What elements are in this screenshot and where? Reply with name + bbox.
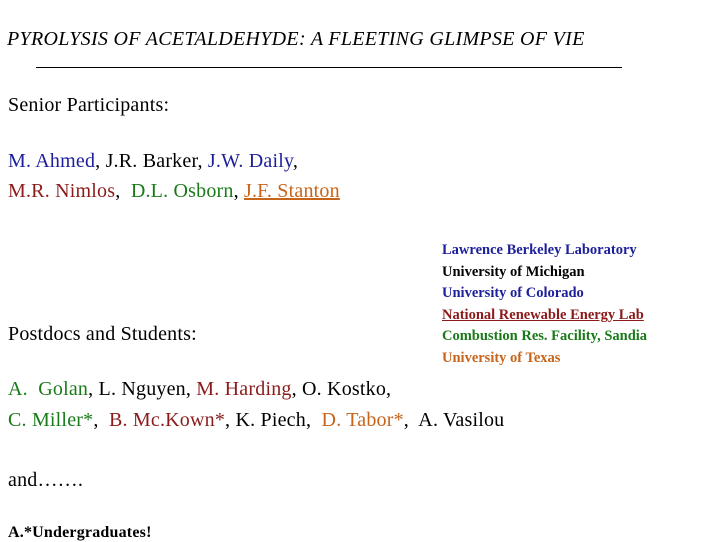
separator: ,: [115, 180, 131, 202]
institution-3: University of Colorado: [442, 285, 584, 302]
separator: ,: [292, 150, 299, 172]
person-name: A. Vasilou: [418, 409, 505, 431]
institution-6: University of Texas: [442, 349, 561, 366]
separator: ,: [225, 409, 236, 431]
separator: ,: [403, 409, 419, 431]
person-name: D.L. Osborn: [130, 180, 234, 202]
title-rule: [36, 67, 622, 68]
person-name: M. Ahmed: [8, 150, 96, 172]
institution-list: [442, 240, 647, 370]
senior-names-line-1: [8, 150, 298, 173]
person-name: B. Mc.Kown*: [108, 409, 226, 431]
person-name: D. Tabor*: [321, 409, 404, 431]
person-name: M.R. Nimlos: [8, 180, 116, 202]
separator: ,: [93, 409, 109, 431]
separator: ,: [197, 150, 208, 172]
person-name: L. Nguyen: [98, 378, 186, 400]
person-name: A. Golan: [8, 378, 89, 400]
separator: ,: [233, 180, 244, 202]
institution-1: Lawrence Berkeley Laboratory: [442, 242, 637, 258]
person-name: J.R. Barker: [105, 150, 198, 172]
senior-names-line-2: [8, 180, 340, 203]
separator: ,: [185, 378, 197, 400]
person-name: J.W. Daily: [207, 150, 293, 172]
slide-title: PYROLYSIS OF ACETALDEHYDE: A FLEETING GLIMPSE OF VIE: [7, 28, 585, 50]
person-name: C. Miller*: [8, 409, 94, 431]
person-name: J.F. Stanton: [244, 180, 340, 202]
and-more-text: and…….: [8, 469, 84, 491]
institution-4: National Renewable Energy Lab: [442, 306, 644, 323]
separator: ,: [291, 378, 303, 400]
senior-participants-heading: Senior Participants:: [8, 94, 170, 116]
institution-5: Combustion Res. Facility, Sandia: [442, 328, 648, 345]
undergraduates-footnote: A.*Undergraduates!: [8, 524, 152, 541]
separator: ,: [95, 150, 106, 172]
person-name: O. Kostko: [302, 378, 387, 400]
person-name: K. Piech: [235, 409, 306, 431]
separator: ,: [88, 378, 99, 400]
postdocs-students-heading: Postdocs and Students:: [8, 323, 197, 345]
person-name: M. Harding: [196, 378, 292, 400]
student-names-line-2: [8, 409, 504, 432]
institution-2: University of Michigan: [442, 263, 585, 280]
separator: ,: [386, 378, 392, 400]
separator: ,: [305, 409, 322, 431]
student-names-line-1: [8, 378, 391, 401]
